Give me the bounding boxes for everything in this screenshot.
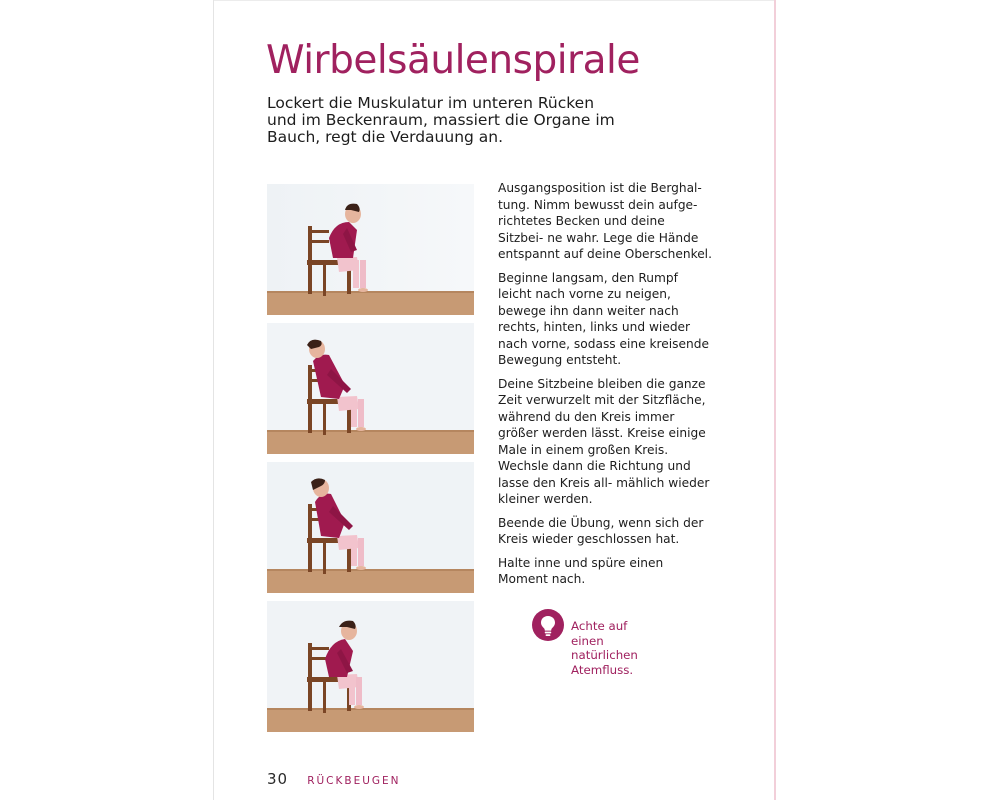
section-label: RÜCKBEUGEN <box>307 775 401 787</box>
lightbulb-icon <box>532 609 564 641</box>
instruction-paragraph-3: Deine Sitzbeine bleiben die ganze Zeit verwurzelt mit der Sitzfläche, während du den Kreis immer größer werden lässt. Kreise einige Male in einem großen Kreis. Wechsle dann die Richtung und lasse den Kreis all- mählich wieder kleiner werden. <box>498 376 710 506</box>
exercise-photo-2 <box>267 323 474 454</box>
instruction-paragraph-5: Halte inne und spüre einen Moment nach. <box>498 555 664 586</box>
exercise-photo-3 <box>267 462 474 593</box>
book-page <box>213 0 776 800</box>
instruction-text <box>498 180 713 595</box>
page-title: Wirbelsäulenspirale <box>266 38 640 83</box>
instruction-paragraph-1: Ausgangsposition ist die Berghal- tung. Nimm bewusst dein aufge- richtetes Becken und deine Sitzbei- ne wahr. Lege die Hände entspannt auf deine Oberschenkel. <box>498 181 712 261</box>
top-border <box>214 0 774 1</box>
exercise-photo-4 <box>267 601 474 732</box>
exercise-photo-1 <box>267 184 474 315</box>
page-number: 30 <box>267 770 289 788</box>
instruction-paragraph-4: Beende die Übung, wenn sich der Kreis wieder geschlossen hat. <box>498 515 704 546</box>
instruction-paragraph-2: Beginne langsam, den Rumpf leicht nach vorne zu neigen, bewege ihn dann weiter nach rechts, hinten, links und wieder nach vorne, sodass eine kreisende Bewegung entsteht. <box>498 270 709 367</box>
intro-text: Lockert die Muskulatur im unteren Rücken und im Beckenraum, massiert die Organe im Bauch, regt die Verdauung an. <box>267 94 615 146</box>
page-footer <box>267 769 401 788</box>
tip-text: Achte auf einen natürlichen Atemfluss. <box>571 619 638 677</box>
